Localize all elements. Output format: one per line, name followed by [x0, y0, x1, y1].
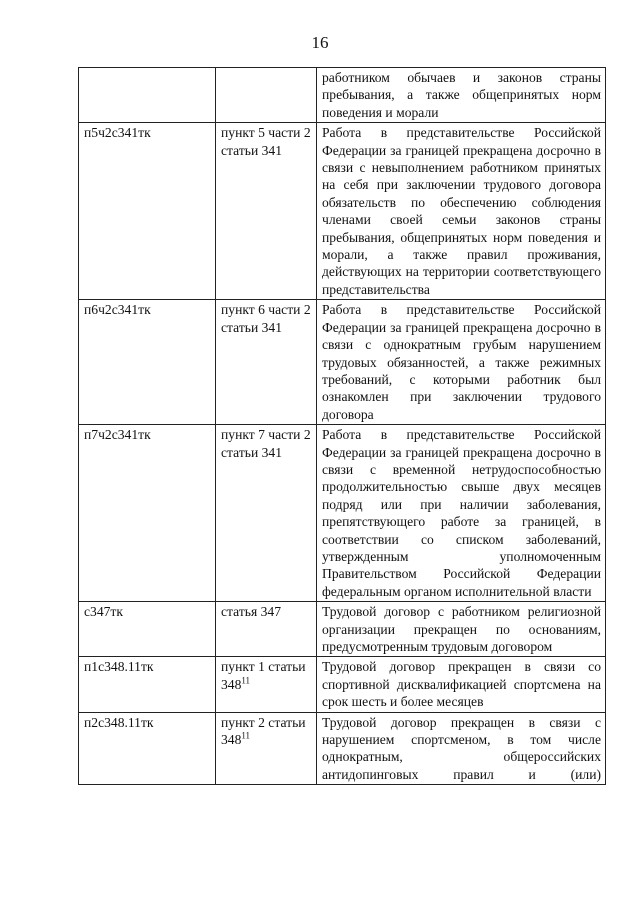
dismissal-codes-table: [78, 67, 606, 785]
article-text: пункт 7 части 2 статьи 341: [221, 427, 311, 460]
article-cell: [216, 602, 317, 657]
code-cell: п7ч2с341тк: [79, 425, 216, 602]
code-cell: п5ч2с341тк: [79, 123, 216, 300]
code-cell: с347тк: [79, 602, 216, 657]
article-superscript: 11: [241, 730, 251, 741]
article-text: пункт 2 статьи 348: [221, 714, 306, 748]
article-cell: [216, 712, 317, 785]
article-text: пункт 1 статьи 348: [221, 659, 306, 692]
table-row: [79, 425, 606, 602]
description-cell: Работа в представительстве Российской Федерации за границей прекращена досрочно в связи с невыполнением работником принятых на себя при заключении трудового договора обязательств по обеспечению соблюдения членами своей семьи законов страны пребывания, общепринятых норм поведения и морали, а также правил проживания, действующих на территории соответствующего представительства: [317, 123, 606, 300]
code-cell: п1с348.11тк: [79, 657, 216, 712]
description-cell: Работа в представительстве Российской Федерации за границей прекращена досрочно в связи с однократным грубым нарушением трудовых обязанностей, а также режимных требований, с которыми работник был ознакомлен при заключении трудового договора: [317, 300, 606, 425]
description-cell: работником обычаев и законов страны пребывания, а также общепринятых норм поведения и морали: [317, 68, 606, 123]
article-text: пункт 5 части 2 статьи 341: [221, 125, 311, 158]
article-cell: [216, 300, 317, 425]
page-number: 16: [311, 33, 329, 52]
description-cell: Трудовой договор с работником религиозной организации прекращен по основаниям, предусмотренным трудовым договором: [317, 602, 606, 657]
article-cell: [216, 657, 317, 712]
article-superscript: 11: [241, 675, 251, 686]
article-cell: [216, 123, 317, 300]
table-row: [79, 123, 606, 300]
article-cell: [216, 68, 317, 123]
code-cell: п6ч2с341тк: [79, 300, 216, 425]
table-row: [79, 68, 606, 123]
table-row: [79, 712, 606, 785]
article-cell: [216, 425, 317, 602]
table-row: [79, 602, 606, 657]
article-text: статья 347: [221, 604, 282, 620]
description-cell: Трудовой договор прекращен в связи со спортивной дисквалификацией спортсмена на срок шесть и более месяцев: [317, 657, 606, 712]
code-cell: п2с348.11тк: [79, 712, 216, 785]
description-cell: Трудовой договор прекращен в связи с нарушением спортсменом, в том числе однократным, общероссийских антидопинговых правил и (или): [317, 712, 606, 785]
code-cell: [79, 68, 216, 123]
table-row: [79, 657, 606, 712]
article-text: пункт 6 части 2 статьи 341: [221, 302, 311, 335]
description-cell: Работа в представительстве Российской Федерации за границей прекращена досрочно в связи с временной нетрудоспособностью продолжительностью свыше двух месяцев подряд или при наличии заболевания, препятствующего работе за границей, в соответствии со списком заболеваний, утвержденным уполномоченным Правительством Российской Федерации федеральным органом исполнительной власти: [317, 425, 606, 602]
table-row: [79, 300, 606, 425]
